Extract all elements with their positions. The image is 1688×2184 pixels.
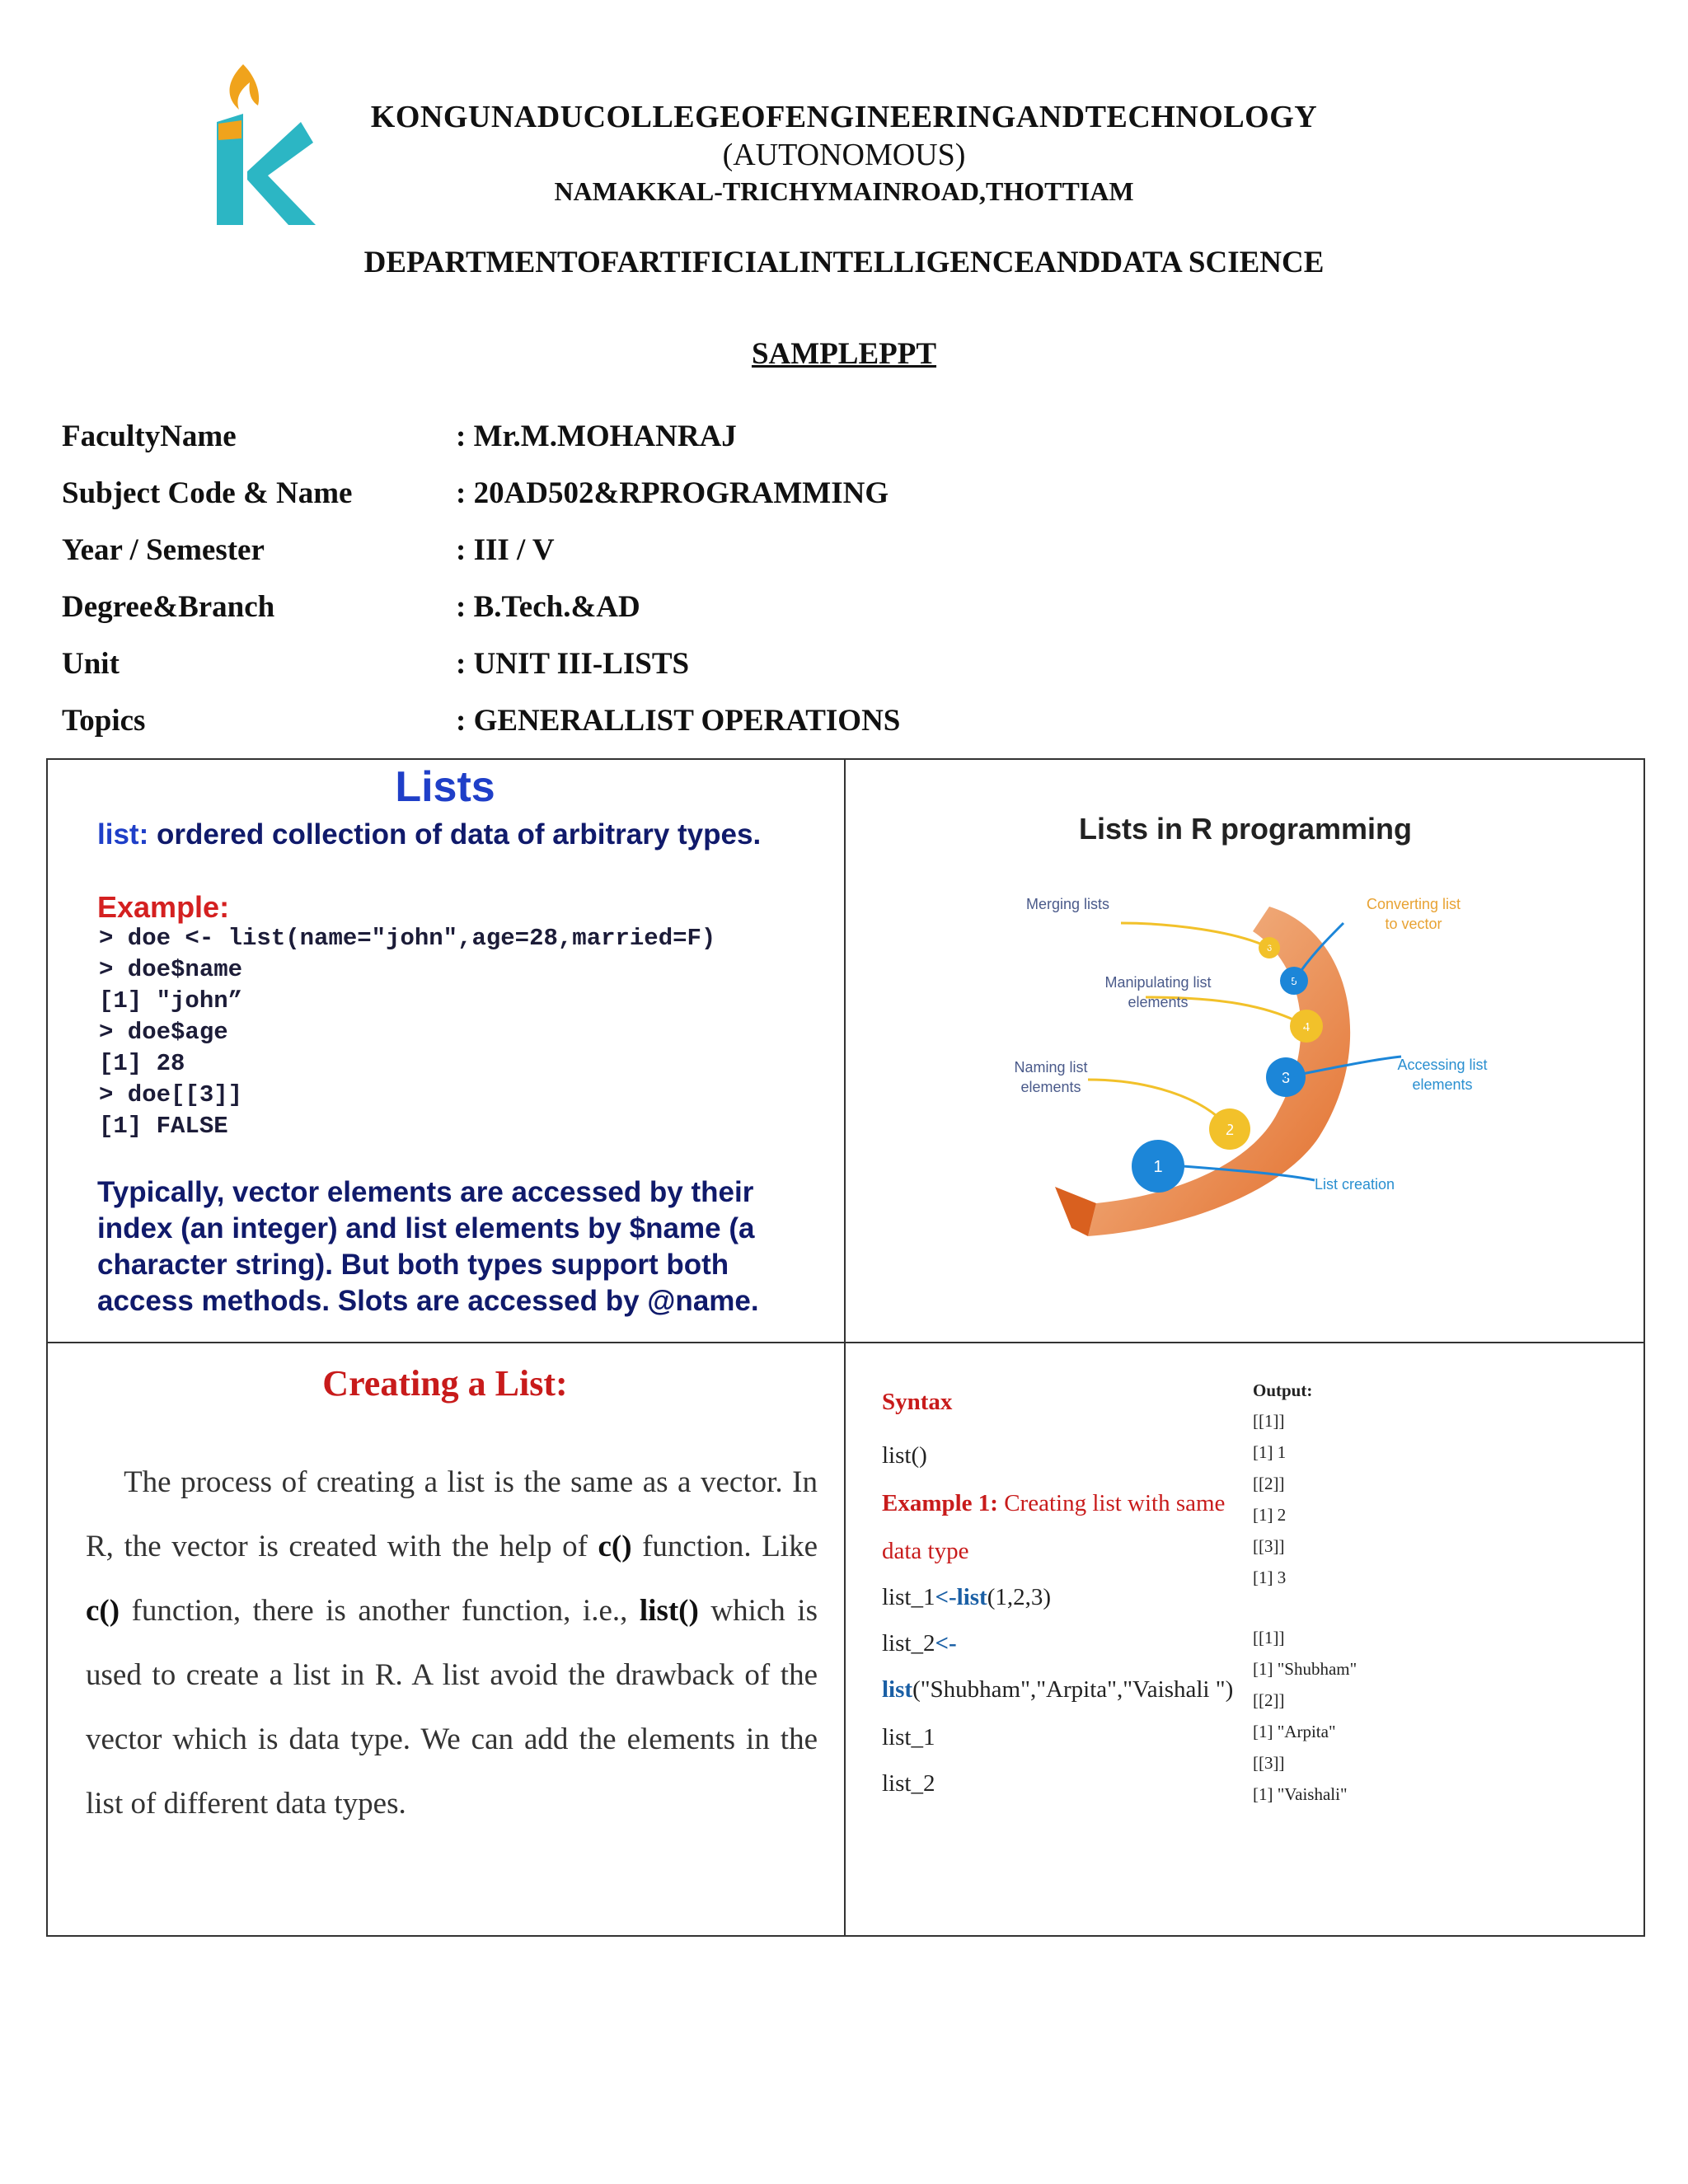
example-label: Example 1: xyxy=(882,1490,998,1516)
output-line: [[3]] xyxy=(1253,1753,1285,1773)
code-line: > doe$age xyxy=(99,1019,228,1046)
college-subtitle: (AUTONOMOUS) xyxy=(722,138,966,172)
para-text: which is used to create a list in R. A list avoid the drawback of the vector which is data type. We can add the elements in the list of different data types. xyxy=(86,1594,818,1821)
info-key: Topics xyxy=(62,704,146,738)
syntax-label: Syntax xyxy=(882,1389,953,1415)
definition-keyword: list: xyxy=(97,818,149,851)
output-line: [1] 3 xyxy=(1253,1568,1287,1587)
code-line: [1] FALSE xyxy=(99,1113,228,1140)
info-row-year xyxy=(62,532,1298,582)
slide1-definition xyxy=(97,818,761,851)
code-list-fn: list() xyxy=(639,1594,699,1628)
step-number: 2 xyxy=(1225,1122,1235,1138)
output-line: [1] 1 xyxy=(1253,1442,1287,1462)
step-number: 6 xyxy=(1266,944,1273,954)
output-line: [[3]] xyxy=(1253,1536,1285,1556)
output-line: [1] 2 xyxy=(1253,1505,1287,1525)
info-value: : Mr.M.MOHANRAJ xyxy=(456,419,737,453)
label-manipulating: Manipulating list elements xyxy=(1104,974,1212,1010)
step-number: 4 xyxy=(1302,1020,1311,1034)
slide3-paragraph xyxy=(86,1451,818,1836)
info-key: FacultyName xyxy=(62,419,237,453)
code-line: [1] "john” xyxy=(99,987,243,1015)
para-text: function, there is another function, i.e., xyxy=(120,1594,640,1628)
code-line-list2 xyxy=(882,1630,957,1657)
document-title: SAMPLEPPT xyxy=(751,337,937,371)
output-line: [[1]] xyxy=(1253,1628,1285,1647)
arrow-naming xyxy=(1088,1080,1230,1129)
info-row-degree xyxy=(62,589,1298,639)
para-text: function. Like xyxy=(631,1530,818,1563)
label-merging-lists: Merging lists xyxy=(1026,896,1110,912)
code-line: [1] 28 xyxy=(99,1050,185,1077)
info-key: Unit xyxy=(62,647,120,681)
step-number: 1 xyxy=(1153,1158,1163,1176)
info-key: Year / Semester xyxy=(62,533,265,567)
list-fn: list xyxy=(882,1676,913,1703)
grid-divider-vertical xyxy=(844,758,846,1937)
info-row-subject xyxy=(62,476,1298,525)
para-text: The process of creating a list is the same as a vector. In R, the vector is created with the help of xyxy=(86,1465,818,1563)
syntax-code: list() xyxy=(882,1442,927,1469)
slide3-title: Creating a List: xyxy=(322,1363,568,1404)
info-value: : III / V xyxy=(456,533,555,567)
arrow-merging xyxy=(1121,923,1269,948)
args: (1,2,3) xyxy=(987,1584,1052,1610)
code-line: > doe[[3]] xyxy=(99,1081,243,1108)
list-fn: list xyxy=(956,1584,987,1610)
info-value: : B.Tech.&AD xyxy=(456,590,640,624)
department-name: DEPARTMENTOFARTIFICIALINTELLIGENCEANDDATA SCIENCE xyxy=(363,246,1325,279)
slide2-title: Lists in R programming xyxy=(1078,812,1413,846)
code-line-print1: list_1 xyxy=(882,1724,935,1750)
output-line: [1] "Shubham" xyxy=(1253,1659,1357,1679)
code-c-fn: c() xyxy=(598,1530,632,1563)
args: ("Shubham","Arpita","Vaishali ") xyxy=(912,1676,1234,1703)
slide1-example-label: Example: xyxy=(97,890,230,924)
code-line-list1 xyxy=(882,1584,1051,1611)
output-line: [[2]] xyxy=(1253,1690,1285,1710)
output-label: Output: xyxy=(1253,1380,1313,1400)
output-line: [1] "Vaishali" xyxy=(1253,1784,1348,1804)
code-c-fn: c() xyxy=(86,1594,120,1628)
info-row-unit xyxy=(62,646,1298,696)
info-value: : 20AD502&RPROGRAMMING xyxy=(456,476,889,510)
assign-arrow: <- xyxy=(935,1630,957,1657)
college-address: NAMAKKAL-TRICHYMAINROAD,THOTTIAM xyxy=(554,176,1134,206)
label-accessing: Accessing list elements xyxy=(1397,1057,1488,1093)
example-heading xyxy=(882,1490,1225,1517)
slide1-paragraph: Typically, vector elements are accessed by their index (an integer) and list elements by $name (a character string). But both types support both access methods. Slots are accessed by @name. xyxy=(97,1176,759,1317)
info-key: Subject Code & Name xyxy=(62,476,353,510)
assign-arrow: <- xyxy=(935,1584,957,1610)
output-line: [[2]] xyxy=(1253,1474,1285,1493)
code-line: > doe$name xyxy=(99,956,243,983)
var-name: list_1 xyxy=(882,1584,935,1610)
label-naming: Naming list elements xyxy=(1014,1059,1088,1095)
example-text: Creating list with same xyxy=(997,1490,1226,1516)
grid-divider-horizontal xyxy=(46,1342,1645,1343)
info-value: : GENERALLIST OPERATIONS xyxy=(456,704,901,738)
label-converting: Converting list to vector xyxy=(1366,896,1461,932)
step-number: 3 xyxy=(1281,1070,1291,1086)
var-name: list_2 xyxy=(882,1630,935,1657)
code-line-list2-cont xyxy=(882,1676,1233,1704)
label-list-creation: List creation xyxy=(1315,1176,1395,1193)
output-line: [1] "Arpita" xyxy=(1253,1722,1336,1741)
info-row-faculty xyxy=(62,419,1298,468)
info-key: Degree&Branch xyxy=(62,590,275,624)
step-number: 5 xyxy=(1291,975,1297,987)
info-value: : UNIT III-LISTS xyxy=(456,647,690,681)
definition-text: ordered collection of data of arbitrary types. xyxy=(148,818,762,851)
info-row-topics xyxy=(62,703,1298,752)
college-name: KONGUNADUCOLLEGEOFENGINEERINGANDTECHNOLOGY xyxy=(370,100,1318,134)
code-line-print2: list_2 xyxy=(882,1770,935,1797)
example-text-cont: data type xyxy=(882,1538,969,1564)
output-line: [[1]] xyxy=(1253,1411,1285,1431)
code-line: > doe <- list(name="john",age=28,married=F) xyxy=(99,925,716,952)
slide1-title: Lists xyxy=(395,763,495,811)
